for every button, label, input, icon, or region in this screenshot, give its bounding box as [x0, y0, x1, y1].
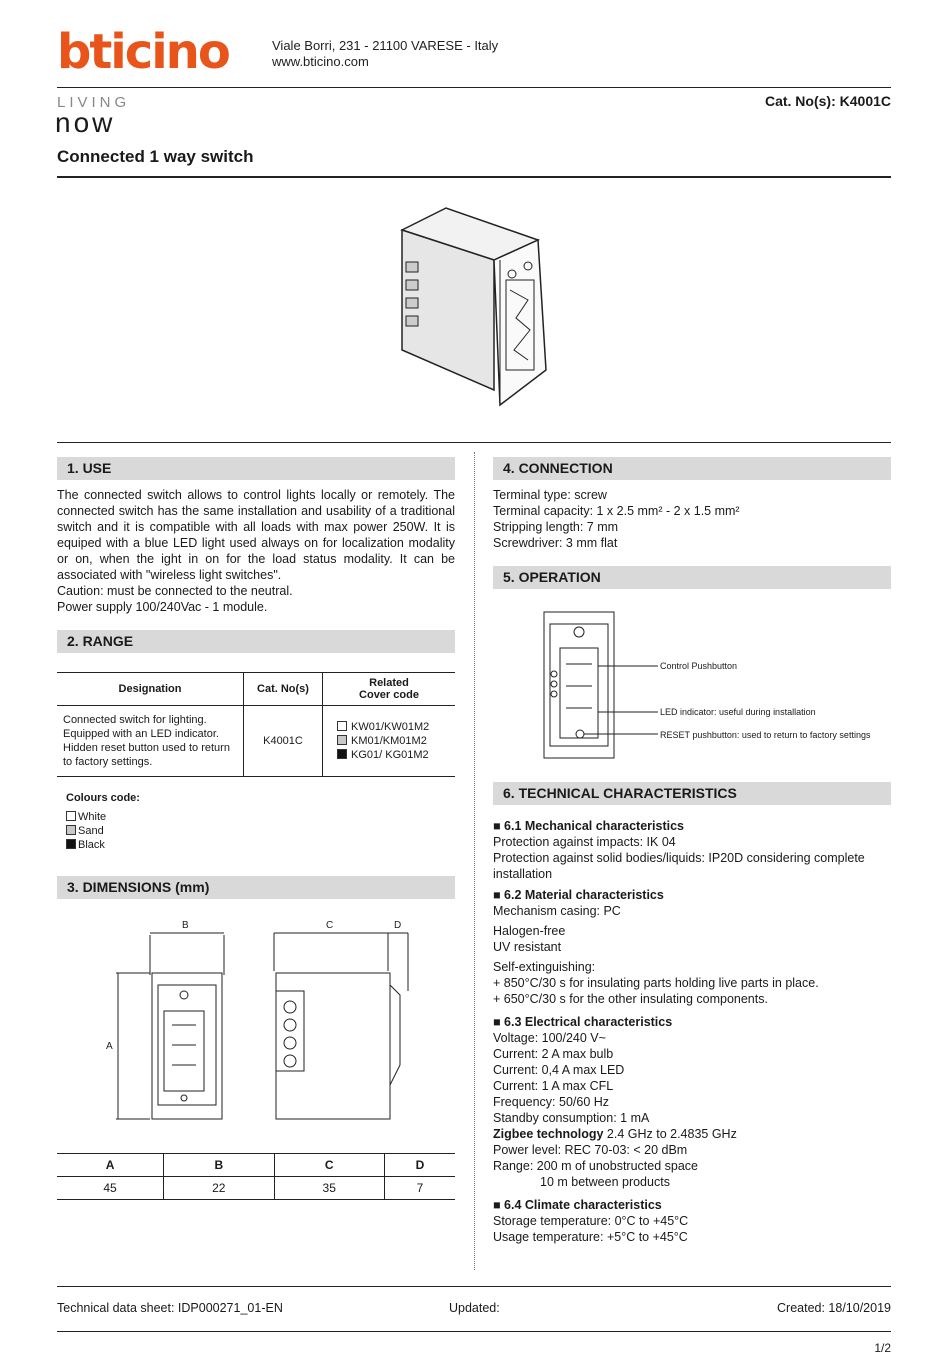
title-divider: [57, 176, 891, 178]
address-line: Viale Borri, 231 - 21100 VARESE - Italy: [272, 38, 499, 53]
operation-note-reset: RESET pushbutton: used to return to factory settings: [660, 730, 871, 740]
dim-header: A: [57, 1154, 164, 1177]
operation-note-led: LED indicator: useful during installation: [660, 707, 816, 717]
tech-line: Protection against impacts: IK 04: [493, 835, 676, 849]
dim-value: 35: [274, 1177, 384, 1200]
section-connection-heading: 4. CONNECTION: [493, 457, 891, 480]
company-address: [272, 38, 498, 70]
series-logo-top: LIVING: [57, 94, 131, 111]
black-swatch: [337, 749, 347, 759]
tech-line: Power level: REC 70-03: < 20 dBm: [493, 1143, 688, 1157]
brand-logo-text: bticino: [57, 24, 229, 80]
range-col-cover: [323, 673, 456, 706]
range-col-cover-bottom: Cover code: [359, 689, 419, 701]
designation-line: Connected switch for lighting.: [63, 714, 207, 726]
zigbee-line: [493, 1126, 891, 1142]
range-col-designation: Designation: [57, 673, 244, 706]
colours-legend: [66, 791, 140, 852]
connection-text: [493, 487, 891, 551]
page-title: Connected 1 way switch: [57, 147, 254, 166]
dim-label-d: D: [394, 920, 402, 931]
tech-line: + 850°C/30 s for insulating parts holding live parts in place.: [493, 976, 819, 990]
designation-line: to factory settings.: [63, 756, 153, 768]
use-caution: Caution: must be connected to the neutral.: [57, 584, 293, 598]
range-catno-cell: K4001C: [244, 706, 323, 777]
page-number: 1/2: [874, 1341, 891, 1355]
sand-swatch: [337, 735, 347, 745]
brand-logo: [57, 24, 229, 80]
use-text: [57, 487, 455, 615]
designation-line: Hidden reset button used to return: [63, 742, 230, 754]
white-swatch: [337, 721, 347, 731]
cover-code: KG01/ KG01M2: [351, 749, 429, 761]
tech-line: Frequency: 50/60 Hz: [493, 1095, 610, 1109]
tech-line: Range: 200 m of unobstructed space: [493, 1159, 698, 1173]
range-designation-cell: [57, 706, 244, 777]
range-col-cover-top: Related: [369, 677, 409, 689]
sand-swatch: [66, 825, 76, 835]
connection-line: Stripping length: 7 mm: [493, 520, 619, 534]
footer-created: Created: 18/10/2019: [777, 1301, 891, 1315]
connection-line: Terminal type: screw: [493, 488, 607, 502]
tech-line: Protection against solid bodies/liquids: IP20D considering complete: [493, 851, 865, 865]
tech-line: Self-extinguishing:: [493, 960, 596, 974]
column-divider: [474, 452, 475, 1270]
tech-line: Storage temperature: 0°C to +45°C: [493, 1214, 689, 1228]
tech-line: Current: 0,4 A max LED: [493, 1063, 625, 1077]
colour-label: Sand: [78, 825, 104, 837]
footer-updated: Updated:: [449, 1301, 500, 1315]
tech-line: Voltage: 100/240 V~: [493, 1031, 606, 1045]
use-power: Power supply 100/240Vac - 1 module.: [57, 600, 268, 614]
dim-label-c: C: [326, 920, 334, 931]
zigbee-value: 2.4 GHz to 2.4835 GHz: [603, 1127, 737, 1141]
colour-label: Black: [78, 839, 105, 851]
series-logo-bottom: now: [55, 107, 116, 138]
black-swatch: [66, 839, 76, 849]
tech-line: Mechanism casing: PC: [493, 904, 621, 918]
cover-code: KM01/KM01M2: [351, 735, 427, 747]
tech-line: + 650°C/30 s for the other insulating components.: [493, 992, 768, 1006]
use-paragraph: The connected switch allows to control lights locally or remotely. The connected switch has the same installation and usability of a traditional switch and it is compatible with all loads with max power 250W. It is equiped with a blue LED light used always on for localization modality or on, when the ight in on for the load status modality. It can be associated with "wireless light switches".: [57, 488, 455, 582]
section-dimensions-heading: 3. DIMENSIONS (mm): [57, 876, 455, 899]
tech-line: installation: [493, 867, 553, 881]
colour-label: White: [78, 811, 107, 823]
technical-text: [493, 818, 891, 1245]
colours-title: Colours code:: [66, 792, 140, 804]
product-image: [388, 200, 558, 415]
elec-title: ■ 6.3 Electrical characteristics: [493, 1015, 673, 1029]
dim-label-b: B: [182, 920, 189, 931]
white-swatch: [66, 811, 76, 821]
tech-line: Halogen-free: [493, 924, 566, 938]
section-technical-heading: 6. TECHNICAL CHARACTERISTICS: [493, 782, 891, 805]
range-table: [57, 672, 455, 777]
dimensions-drawing: [100, 915, 420, 1125]
dim-label-a: A: [106, 1041, 113, 1052]
range-col-catno: Cat. No(s): [244, 673, 323, 706]
operation-drawing: [540, 608, 670, 762]
mech-title: ■ 6.1 Mechanical characteristics: [493, 819, 684, 833]
dim-value: 22: [164, 1177, 274, 1200]
dimensions-table: [57, 1153, 455, 1200]
tech-line: 10 m between products: [540, 1175, 670, 1189]
connection-line: Screwdriver: 3 mm flat: [493, 536, 618, 550]
tech-line: Usage temperature: +5°C to +45°C: [493, 1230, 688, 1244]
dim-header: C: [274, 1154, 384, 1177]
zigbee-label: Zigbee technology: [493, 1127, 604, 1141]
content-divider: [57, 442, 891, 443]
tech-line: Standby consumption: 1 mA: [493, 1111, 650, 1125]
dim-value: 45: [57, 1177, 164, 1200]
cover-code: KW01/KW01M2: [351, 721, 430, 733]
section-operation-heading: 5. OPERATION: [493, 566, 891, 589]
catalog-number: Cat. No(s): K4001C: [764, 93, 891, 109]
dim-header: B: [164, 1154, 274, 1177]
tech-line: Current: 2 A max bulb: [493, 1047, 614, 1061]
connection-line: Terminal capacity: 1 x 2.5 mm² - 2 x 1.5 mm²: [493, 504, 740, 518]
footer-divider-top: [57, 1286, 891, 1287]
website: www.bticino.com: [272, 54, 369, 69]
section-range-heading: 2. RANGE: [57, 630, 455, 653]
section-use-heading: 1. USE: [57, 457, 455, 480]
tech-line: UV resistant: [493, 940, 562, 954]
designation-line: Equipped with an LED indicator.: [63, 728, 219, 740]
range-cover-cell: [323, 706, 456, 777]
dim-value: 7: [416, 1181, 424, 1195]
mat-title: ■ 6.2 Material characteristics: [493, 888, 664, 902]
clim-title: ■ 6.4 Climate characteristics: [493, 1198, 662, 1212]
header-divider: [57, 87, 891, 88]
footer-divider-bottom: [57, 1331, 891, 1332]
dim-header: D: [384, 1154, 455, 1177]
operation-note-pushbutton: Control Pushbutton: [660, 661, 738, 671]
footer-sheet-id: Technical data sheet: IDP000271_01-EN: [57, 1301, 283, 1315]
tech-line: Current: 1 A max CFL: [493, 1079, 614, 1093]
